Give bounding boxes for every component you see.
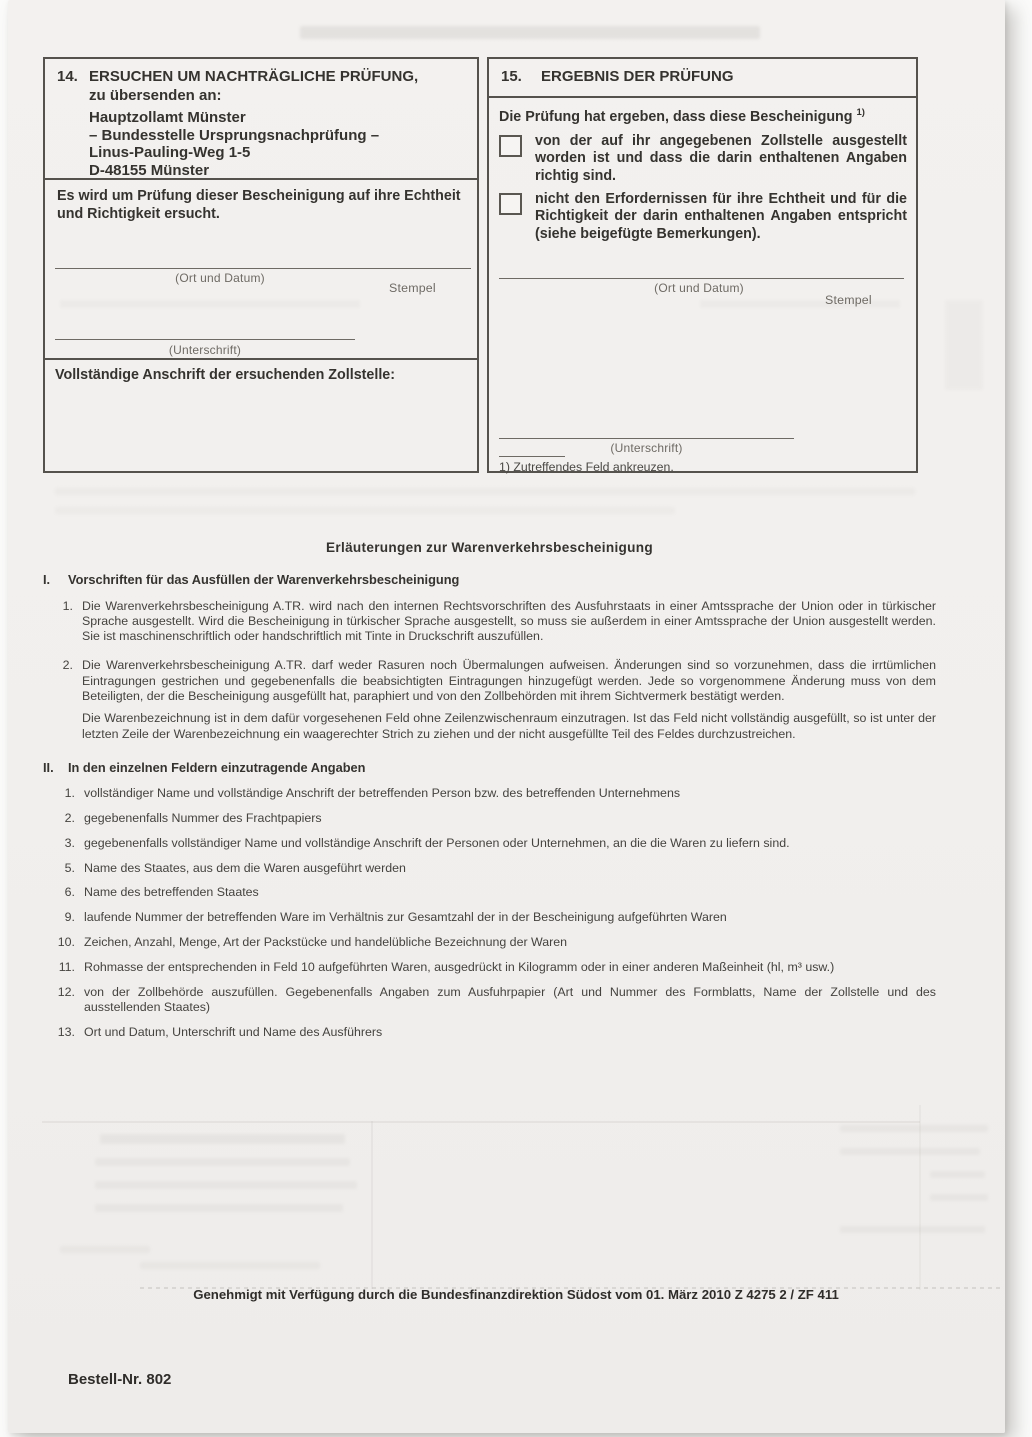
bleedthrough-ghost [140, 1262, 320, 1269]
explanations-section [43, 540, 936, 1050]
section-2-title-text: In den einzelnen Feldern einzutragende Angaben [68, 759, 366, 775]
field-15-intro [499, 109, 910, 125]
bleedthrough-ghost [60, 1246, 150, 1253]
bleedthrough-ghost [840, 1125, 988, 1132]
item-text: gegebenenfalls Nummer des Frachtpapiers [84, 811, 322, 826]
approval-note: Genehmigt mit Verfügung durch die Bundesfinanzdirektion Südost vom 01. März 2010 Z 4275 2 / ZF 411 [193, 1287, 839, 1302]
item-text: Rohmasse der entsprechenden in Feld 10 aufgeführten Waren, ausgedrückt in Kilogramm oder in einer anderen Maßeinheit (hl, m³ usw.) [84, 959, 835, 974]
field-14-address [89, 109, 379, 180]
footnote-ref: 1) [856, 107, 865, 119]
list-item [43, 786, 936, 801]
item-text: Name des betreffenden Staates [84, 885, 259, 900]
section-1-title-text: Vorschriften für das Ausfüllen der Warenverkehrsbescheinigung [68, 572, 460, 588]
bleedthrough-ghost [840, 1148, 980, 1155]
item-paragraph: Die Warenbezeichnung ist in dem dafür vorgesehenen Feld ohne Zeilenzwischenraum einzutragen. Ist das Feld nicht vollständig ausgefüllt, so ist unter der letzten Zeile der Warenbezeichnung ein waagerechter Strich zu ziehen und der nicht ausgefüllte Teil des Feldes durchzustreichen. [82, 711, 936, 741]
order-number: Bestell-Nr. 802 [68, 1371, 172, 1388]
item-text: vollständiger Name und vollständige Anschrift der betreffenden Person bzw. des betreffenden Unternehmens [84, 786, 681, 801]
section-1-label: I. [43, 572, 51, 588]
place-date-label-14: (Ort und Datum) [175, 271, 265, 285]
field-15-title: ERGEBNIS DER PRÜFUNG [541, 68, 734, 85]
item-number: 2. [62, 658, 73, 673]
field-15-divider-top [489, 96, 916, 98]
bleedthrough-ghost [930, 1171, 985, 1178]
field-14-number: 14. [57, 68, 78, 85]
bleedthrough-ghost [919, 1105, 921, 1290]
result-authentic-option: von der auf ihr angegebenen Zollstelle ausgestellt worden ist und dass die darin enthaltenen Angaben richtig sind. [535, 133, 907, 184]
item-number: 1. [62, 598, 73, 613]
footnote-line [499, 456, 565, 457]
bleedthrough-ghost [95, 1158, 350, 1166]
field-14-request-text: Es wird um Prüfung dieser Bescheinigung auf ihre Echtheit und Richtigkeit ersucht. [57, 188, 461, 222]
signature-label-15: (Unterschrift) [610, 441, 683, 455]
item-text [82, 658, 936, 741]
footnote-text: 1) Zutreffendes Feld ankreuzen. [499, 460, 674, 474]
signature-label-14: (Unterschrift) [168, 343, 242, 357]
item-number: 13. [57, 1024, 75, 1039]
stamp-label-14: Stempel [389, 281, 436, 295]
item-number: 3. [64, 835, 75, 850]
item-number: 1. [64, 786, 75, 801]
field-15-box [487, 57, 918, 473]
list-item [43, 985, 936, 1016]
section-2-label: II. [43, 759, 54, 775]
item-text: Zeichen, Anzahl, Menge, Art der Packstücke und handelübliche Bezeichnung der Waren [84, 935, 568, 950]
place-date-line-15 [499, 278, 904, 279]
item-text: von der Zollbehörde auszufüllen. Gegebenenfalls Angaben zum Ausfuhrpapier (Art und Nummer des Formblatts, Name der Zollstelle und des ausstellenden Staates) [84, 984, 936, 1014]
item-text: Ort und Datum, Unterschrift und Name des Ausführers [84, 1024, 383, 1039]
section-1-title [43, 572, 936, 587]
list-item [43, 935, 936, 950]
item-number: 12. [57, 984, 75, 999]
bleedthrough-ghost [840, 1226, 985, 1233]
item-paragraph: Die Warenverkehrsbescheinigung A.TR. darf weder Rasuren noch Übermalungen aufweisen. Änderungen sind so vorzunehmen, dass die irrtümlichen Eintragungen gestrichen und gegebenenfalls die beabsichtigten Eintragungen hinzugefügt werden. Jede so vorgenommene Änderung muss von dem Beteiligten, der die Bescheinigung ausgefüllt hat, paraphiert und von den Zollbehörden mit ihrem Sichtvermerk bestätigt werden. [82, 658, 936, 704]
bleedthrough-ghost [371, 1121, 373, 1289]
field-15-header [501, 68, 734, 85]
address-line: Hauptzollamt Münster [89, 109, 246, 126]
field-15-intro-text: Die Prüfung hat ergeben, dass diese Bescheinigung [499, 109, 853, 125]
place-date-line-14 [55, 268, 471, 269]
bleedthrough-ghost [95, 1204, 343, 1212]
list-item [43, 811, 936, 826]
item-number: 11. [58, 959, 75, 974]
field-14-header [57, 68, 471, 106]
field-14-box [43, 57, 479, 473]
field-15-number: 15. [501, 68, 522, 85]
list-item [43, 599, 936, 645]
list-item [43, 836, 936, 851]
stamp-label-15: Stempel [825, 293, 872, 307]
item-number: 6. [64, 885, 75, 900]
address-line: Linus-Pauling-Weg 1-5 [89, 144, 251, 162]
bleedthrough-ghost [42, 1121, 920, 1123]
bleedthrough-ghost [930, 1194, 988, 1201]
bleedthrough-ghost [300, 26, 760, 39]
field-14-title-line1: ERSUCHEN UM NACHTRÄGLICHE PRÜFUNG, [89, 68, 419, 85]
bleedthrough-ghost [95, 1181, 357, 1189]
item-number: 9. [64, 910, 75, 925]
list-item [43, 910, 936, 925]
address-line: D-48155 Münster [89, 162, 210, 180]
signature-line-15 [499, 438, 794, 439]
result-authentic-checkbox[interactable] [499, 135, 522, 157]
explanations-heading: Erläuterungen zur Warenverkehrsbescheinigung [326, 540, 653, 555]
field-14-divider-bottom [45, 358, 477, 360]
section-2-title [43, 760, 936, 775]
item-number: 10. [57, 935, 75, 950]
item-text: laufende Nummer der betreffenden Ware im Verhältnis zur Gesamtzahl der in der Bescheinigung aufgeführten Waren [84, 910, 727, 925]
result-not-conform-option: nicht den Erfordernissen für ihre Echtheit und für die Richtigkeit der darin enthaltenen Angaben entspricht (siehe beigefügte Bemerkungen). [535, 191, 907, 242]
list-item [43, 658, 936, 741]
bleedthrough-ghost [945, 300, 983, 390]
list-item [43, 1025, 936, 1040]
item-number: 2. [64, 811, 75, 826]
field-14-title-line2: zu übersenden an: [89, 86, 222, 104]
field-14-divider-top [45, 178, 477, 180]
bleedthrough-ghost [55, 488, 915, 495]
field-14-footer-label: Vollständige Anschrift der ersuchenden Zollstelle: [55, 367, 396, 383]
bleedthrough-ghost [100, 1134, 345, 1144]
result-not-conform-checkbox[interactable] [499, 193, 522, 215]
address-line: – Bundesstelle Ursprungsnachprüfung – [89, 126, 380, 144]
bleedthrough-ghost [55, 507, 675, 514]
item-number: 5. [64, 860, 75, 875]
item-text: Die Warenverkehrsbescheinigung A.TR. wird nach den internen Rechtsvorschriften des Ausfuhrstaats in einer Amtssprache der Union oder in türkischer Sprache ausgestellt. Wird die Bescheinigung in türkischer Sprache ausgestellt, so muss sie außerdem in einer Amtssprache der Union ausgestellt werden. Sie ist maschinenschriftlich oder handschriftlich mit Tinte in Druckschrift auszufüllen. [82, 598, 936, 644]
item-text: Name des Staates, aus dem die Waren ausgeführt werden [84, 860, 406, 875]
list-item [43, 960, 936, 975]
place-date-label-15: (Ort und Datum) [654, 281, 744, 295]
list-item [43, 861, 936, 876]
item-text: gegebenenfalls vollständiger Name und vollständige Anschrift der Personen oder Unternehmen, an die die Waren zu liefern sind. [84, 835, 790, 850]
signature-line-14 [55, 339, 355, 340]
list-item [43, 885, 936, 900]
